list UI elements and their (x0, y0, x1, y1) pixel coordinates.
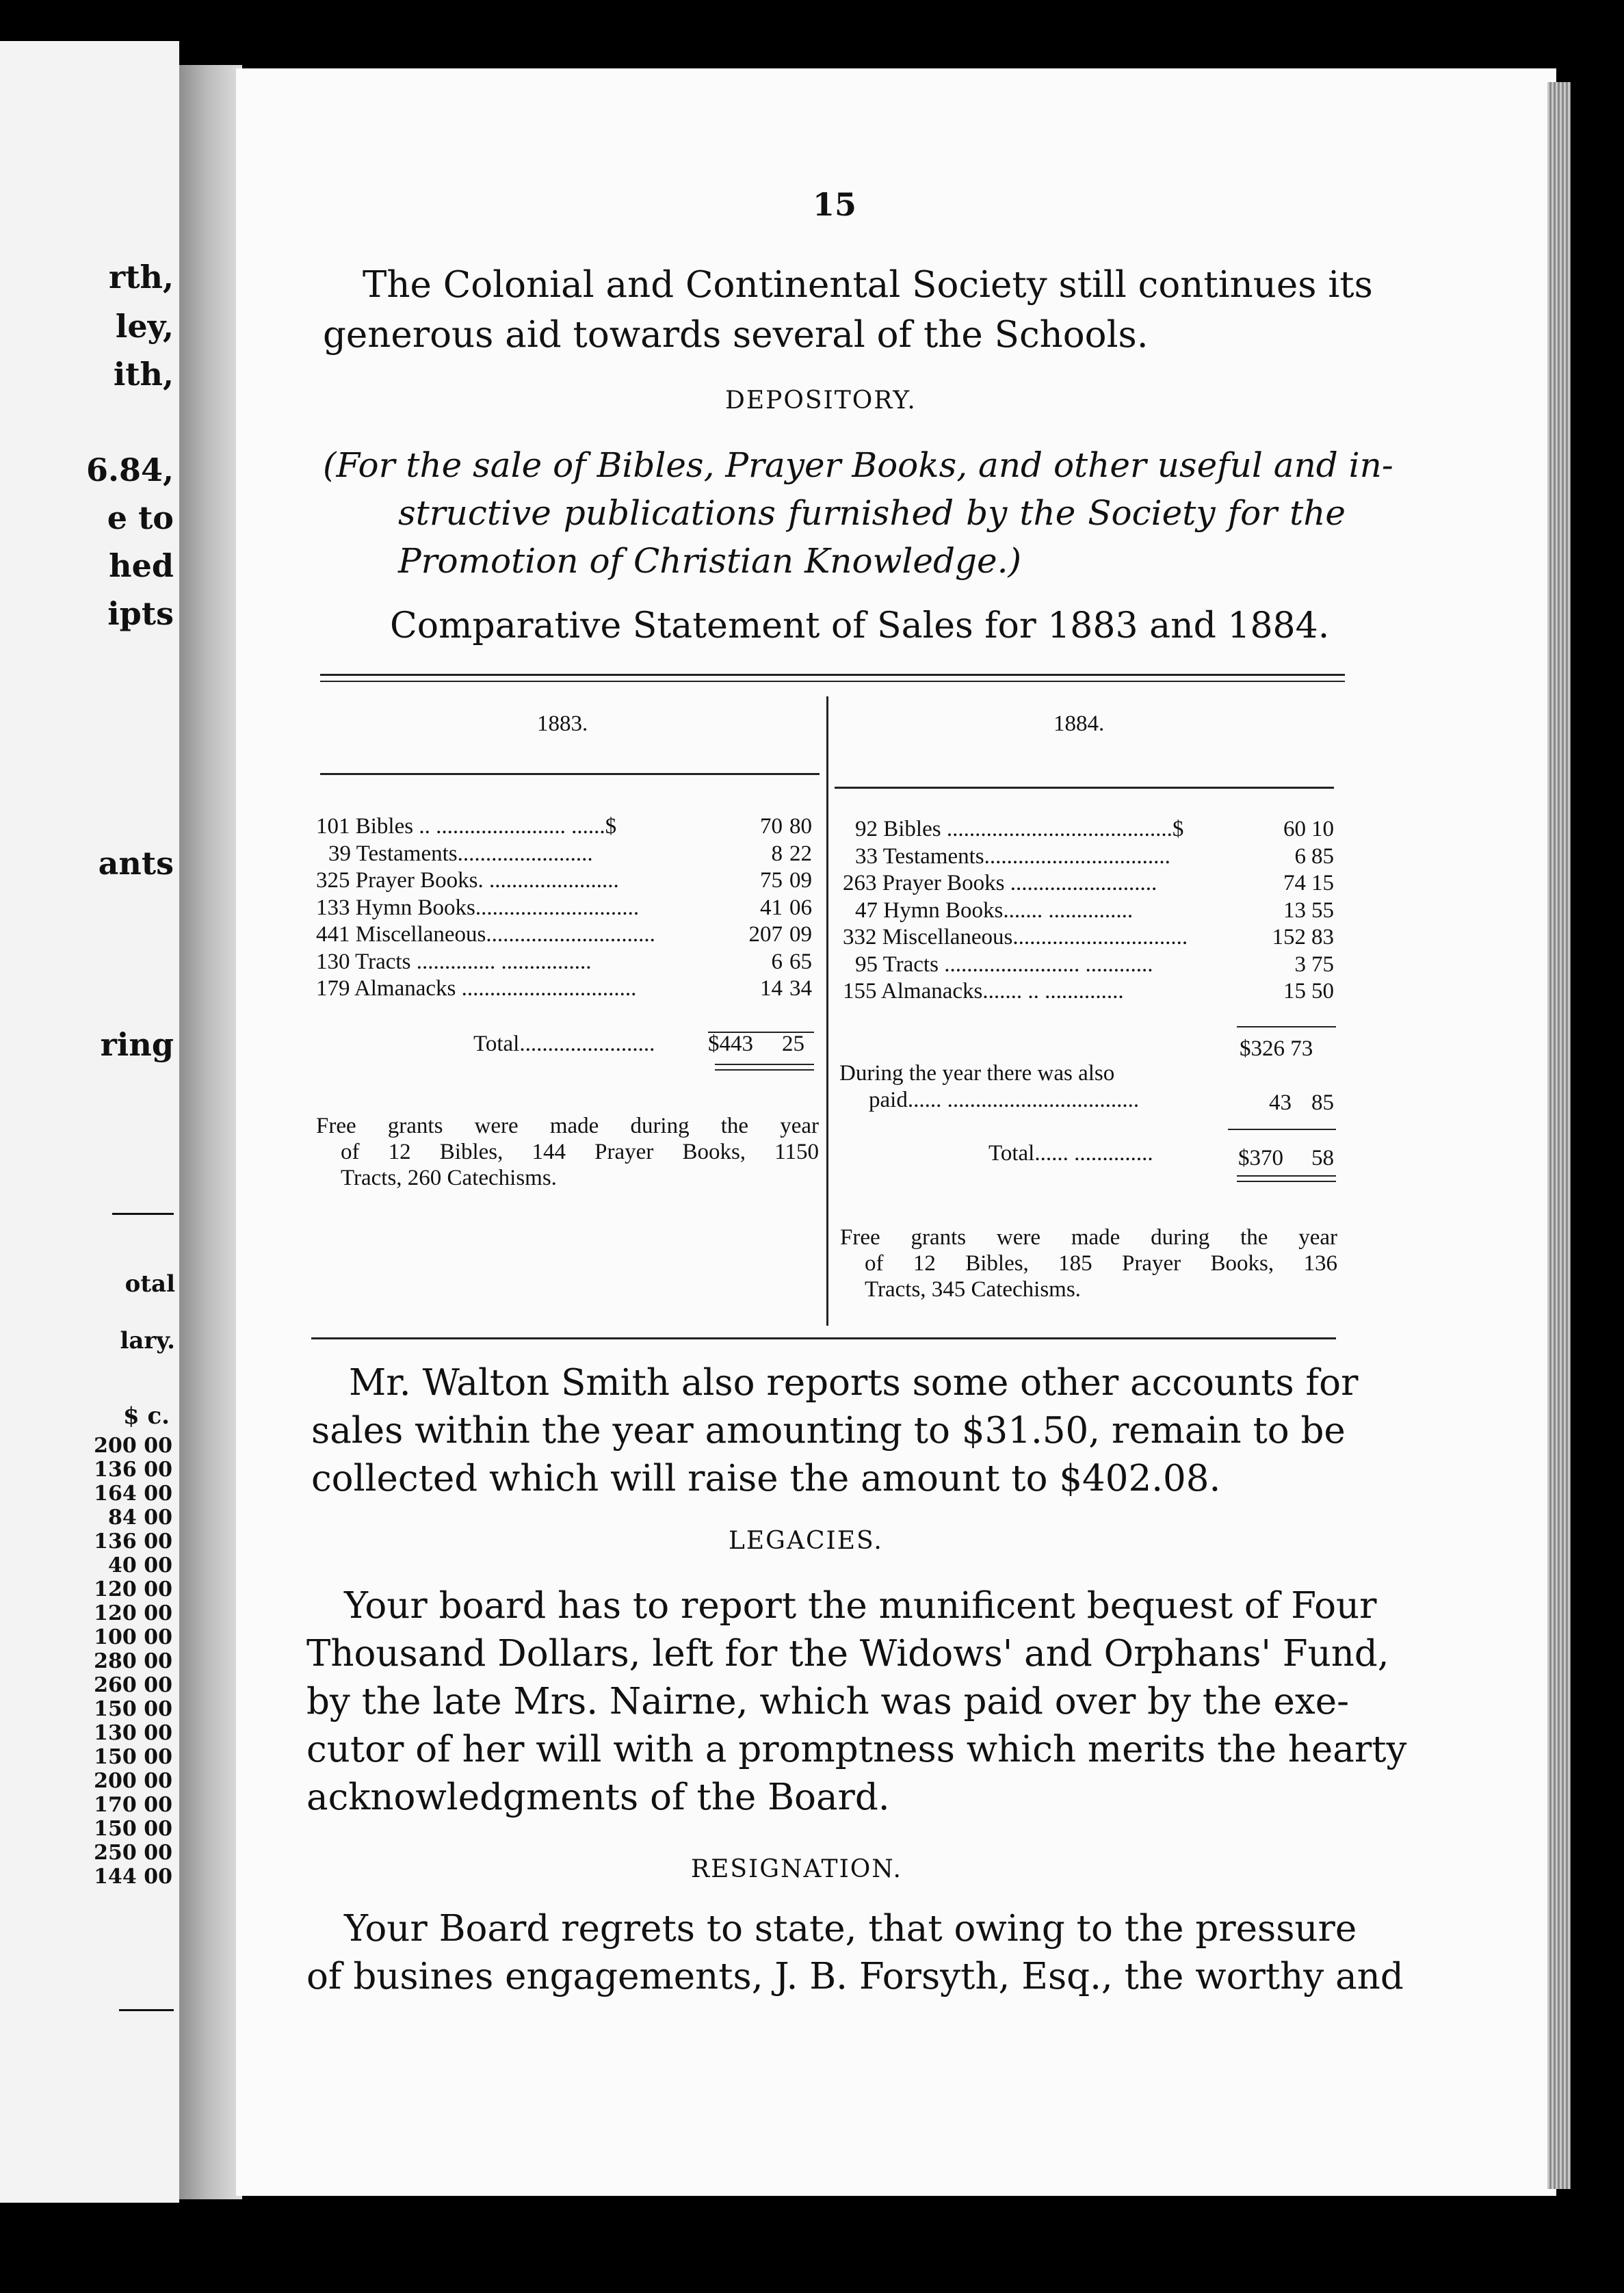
left-column-head: $ c. (122, 1402, 170, 1430)
free-grants-line: Free grants were made during the year (316, 1114, 819, 1138)
item-label: 130 Tracts .............. ................ (316, 949, 592, 974)
left-amount: 164 00 (94, 1482, 172, 1506)
legacies-heading: LEGACIES. (729, 1527, 883, 1555)
item-cents: 85 (1311, 843, 1334, 869)
total-cents-1884: 58 (1311, 1146, 1334, 1170)
also-paid-dollars: 43 (1269, 1090, 1292, 1115)
header-rule-1883 (320, 773, 820, 775)
resignation-paragraph (306, 1905, 1404, 2001)
left-heading-total: otal (125, 1270, 175, 1298)
left-facing-page (0, 41, 179, 2203)
depository-note-line: (For the sale of Bibles, Prayer Books, and other useful and in- (323, 445, 1393, 485)
item-dollars: 70 (760, 814, 783, 839)
left-amount: 150 00 (94, 1697, 172, 1721)
free-grants-line: Tracts, 260 Catechisms. (341, 1166, 557, 1190)
item-cents: 80 (789, 814, 812, 839)
legacies-paragraph (306, 1582, 1407, 1822)
total-label-1884: Total...... .............. (988, 1141, 1153, 1166)
free-grants-line: Tracts, 345 Catechisms. (865, 1277, 1081, 1302)
left-fragment: ith, (113, 356, 174, 393)
item-cents: 09 (789, 922, 812, 947)
left-amount: 120 00 (94, 1601, 172, 1625)
table-top-rule (320, 681, 1345, 682)
free-grants-line: of 12 Bibles, 144 Prayer Books, 1150 (341, 1140, 819, 1164)
left-fragment: ring (100, 1026, 174, 1063)
left-amount: 84 00 (108, 1506, 172, 1530)
left-fragment: ley, (115, 308, 174, 345)
header-1884: 1884. (1053, 711, 1105, 736)
item-cents: 75 (1311, 952, 1334, 977)
left-fragment: e to (107, 499, 174, 536)
intro-paragraph-end (323, 311, 1149, 359)
item-dollars: 3 (1294, 952, 1306, 977)
also-paid-line: During the year there was also (839, 1061, 1115, 1086)
walton-line: collected which will raise the amount to $402.08. (311, 1458, 1221, 1499)
item-dollars: 207 (748, 922, 783, 947)
item-dollars: 8 (771, 841, 783, 866)
left-amount: 144 00 (94, 1865, 172, 1889)
intro-line: generous aid towards several of the Schools. (323, 314, 1149, 356)
depository-note-line: structive publications furnished by the Society for the (398, 493, 1346, 533)
free-grants-1883 (316, 1113, 819, 1191)
page-gutter (179, 65, 242, 2199)
left-amount: 120 00 (94, 1577, 172, 1601)
item-dollars: 13 (1283, 897, 1306, 923)
left-amount: 260 00 (94, 1673, 172, 1697)
left-amount: 100 00 (94, 1625, 172, 1649)
item-cents: 10 (1311, 817, 1334, 841)
legacies-line: Thousand Dollars, left for the Widows' and Orphans' Fund, (306, 1633, 1389, 1675)
double-rule-1884 (1237, 1181, 1336, 1182)
sum-rule-1884 (1237, 1026, 1336, 1027)
left-amount: 150 00 (94, 1745, 172, 1769)
item-label: 95 Tracts ........................ ............ (855, 952, 1153, 977)
left-amount: 170 00 (94, 1793, 172, 1817)
item-label: 133 Hymn Books............................. (316, 895, 640, 920)
page-number: 15 (813, 186, 857, 223)
item-label: 441 Miscellaneous.............................. (316, 922, 655, 947)
intro-line: The Colonial and Continental Society still continues its (363, 264, 1373, 306)
item-label: 47 Hymn Books....... ............... (855, 897, 1134, 923)
walton-line: sales within the year amounting to $31.50, remain to be (311, 1410, 1346, 1452)
left-amount: 150 00 (94, 1817, 172, 1841)
total-dollars-1883: $443 (708, 1032, 753, 1056)
resignation-line: Your Board regrets to state, that owing to the pressure (344, 1908, 1357, 1950)
left-amount: 136 00 (94, 1458, 172, 1482)
sum-rule-1884 (1228, 1129, 1336, 1130)
table-top-rule (320, 674, 1345, 676)
item-cents: 83 (1311, 925, 1334, 949)
item-cents: 50 (1311, 979, 1334, 1004)
table-column-divider (826, 696, 828, 1326)
item-dollars: 14 (760, 976, 783, 1001)
left-amount-column (94, 1434, 172, 1889)
also-paid-cents: 85 (1311, 1090, 1334, 1115)
item-dollars: 6 (1294, 843, 1306, 869)
resignation-heading: RESIGNATION. (691, 1855, 902, 1883)
item-label: 33 Testaments................................. (855, 843, 1170, 869)
resignation-line: of busines engagements, J. B. Forsyth, Esq., the worthy and (306, 1956, 1404, 1997)
left-fragment: ants (98, 845, 174, 882)
intro-paragraph (363, 261, 1373, 309)
depository-note-line: Promotion of Christian Knowledge.) (398, 541, 1021, 581)
item-cents: 06 (789, 895, 812, 920)
left-fragment: hed (109, 547, 174, 584)
total-dollars-1884: $370 (1238, 1146, 1283, 1170)
free-grants-1884 (840, 1224, 1337, 1302)
double-rule-1884 (1237, 1175, 1336, 1177)
depository-note (323, 441, 1393, 585)
item-dollars: 74 (1283, 871, 1306, 895)
legacies-line: cutor of her will with a promptness which merits the hearty (306, 1729, 1407, 1770)
item-cents: 55 (1311, 897, 1334, 923)
item-dollars: 60 (1283, 817, 1306, 841)
item-dollars: 41 (760, 895, 783, 920)
left-amount: 40 00 (108, 1554, 172, 1577)
item-dollars: 152 (1272, 925, 1306, 949)
item-label: 101 Bibles .. ....................... ......$ (316, 814, 617, 839)
left-fragment: ipts (107, 595, 174, 632)
item-dollars: 15 (1283, 979, 1306, 1004)
left-rule (112, 1213, 174, 1215)
comparative-title: Comparative Statement of Sales for 1883 and 1884. (390, 605, 1330, 646)
free-grants-line: Free grants were made during the year (840, 1225, 1337, 1250)
item-label: 39 Testaments........................ (328, 841, 593, 866)
left-fragment: 6.84, (86, 451, 174, 488)
item-label: 332 Miscellaneous............................... (843, 925, 1188, 949)
walton-line: Mr. Walton Smith also reports some other accounts for (349, 1362, 1359, 1404)
left-amount: 130 00 (94, 1721, 172, 1745)
item-label: 325 Prayer Books. ....................... (316, 868, 619, 893)
item-cents: 09 (789, 868, 812, 893)
legacies-line: Your board has to report the munificent bequest of Four (344, 1585, 1377, 1627)
header-1883: 1883. (537, 711, 588, 736)
left-amount: 200 00 (94, 1434, 172, 1458)
item-label: 179 Almanacks ............................... (316, 976, 637, 1001)
item-cents: 15 (1311, 871, 1334, 895)
depository-heading: DEPOSITORY. (725, 386, 917, 415)
header-rule-1884 (835, 787, 1334, 789)
total-label-1883: Total........................ (473, 1032, 655, 1056)
left-amount: 280 00 (94, 1649, 172, 1673)
item-label: 263 Prayer Books .......................... (843, 871, 1157, 895)
page-edge (1547, 82, 1571, 2189)
left-amount: 250 00 (94, 1841, 172, 1865)
item-cents: 65 (789, 949, 812, 974)
double-rule-1883 (715, 1069, 814, 1071)
item-cents: 22 (789, 841, 812, 866)
left-heading-salary: lary. (120, 1327, 175, 1354)
legacies-line: acknowledgments of the Board. (306, 1777, 890, 1818)
item-dollars: 6 (771, 949, 783, 974)
item-label: 155 Almanacks....... .. .............. (843, 979, 1124, 1004)
legacies-line: by the late Mrs. Nairne, which was paid over by the exe- (306, 1681, 1350, 1722)
left-fragment: rth, (109, 259, 174, 296)
left-rule (119, 2009, 174, 2011)
double-rule-1883 (715, 1064, 814, 1065)
left-amount: 200 00 (94, 1769, 172, 1793)
item-label: 92 Bibles ........................................$ (855, 817, 1184, 841)
item-dollars: 75 (760, 868, 783, 893)
walton-paragraph (311, 1359, 1359, 1503)
table-bottom-rule (311, 1337, 1336, 1339)
item-cents: 34 (789, 976, 812, 1001)
left-amount: 136 00 (94, 1530, 172, 1554)
total-cents-1883: 25 (782, 1032, 804, 1056)
free-grants-line: of 12 Bibles, 185 Prayer Books, 136 (865, 1251, 1337, 1276)
subtotal-1884: $326 73 (1240, 1036, 1313, 1061)
also-paid-label: paid...... .................................. (869, 1088, 1140, 1112)
